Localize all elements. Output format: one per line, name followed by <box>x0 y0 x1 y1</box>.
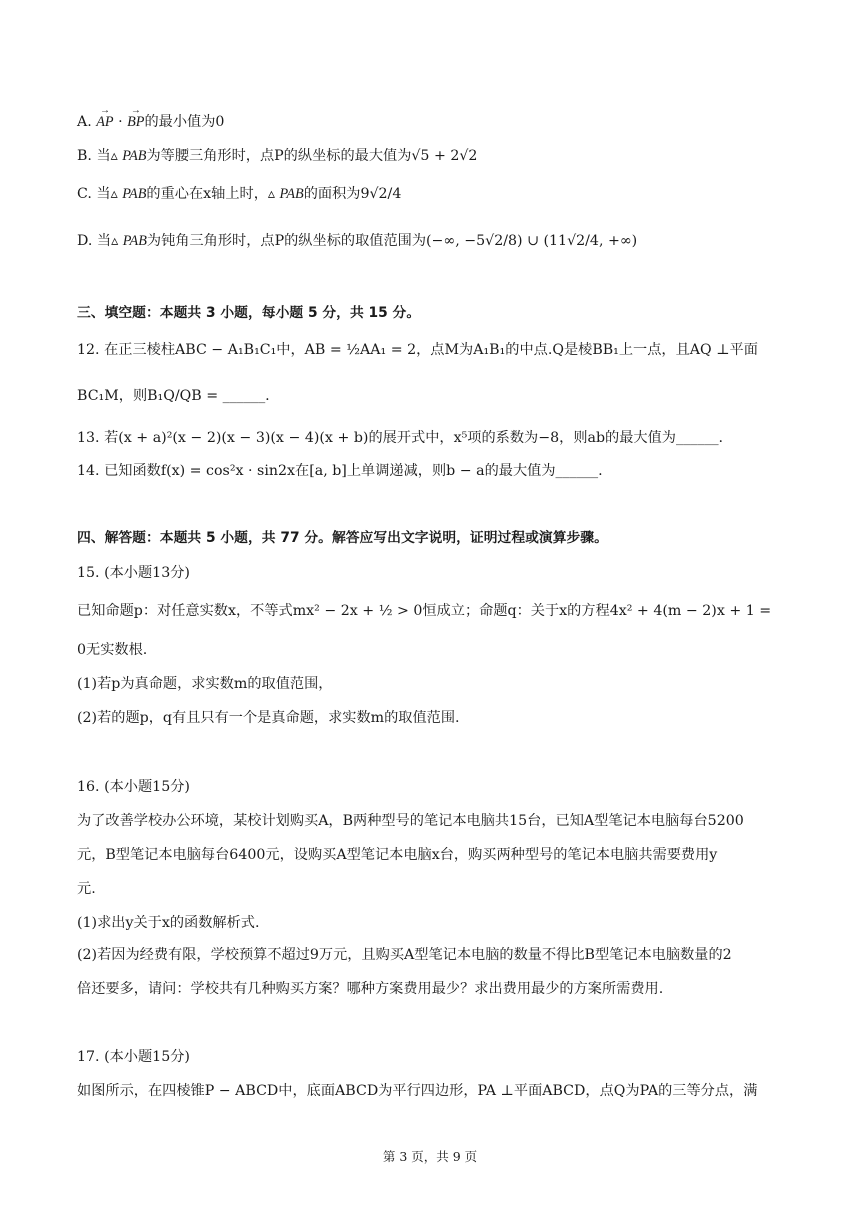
section-3-heading: 三、填空题：本题共 3 小题，每小题 5 分，共 15 分。 <box>77 305 421 321</box>
question-12-line-2: BC₁M，则B₁Q/QB = ______. <box>77 388 270 404</box>
option-c-value: 9√2/4 <box>360 186 402 202</box>
question-15-line-2: 0无实数根. <box>77 642 148 658</box>
option-b: B. 当▵ PAB为等腰三角形时，点P的纵坐标的最大值为√5 + 2√2 <box>77 148 478 164</box>
question-16-line-3: 元. <box>77 881 96 897</box>
page-footer: 第 3 页，共 9 页 <box>382 1149 478 1164</box>
question-17-line-1: 如图所示，在四棱锥P − ABCD中，底面ABCD为平行四边形，PA ⊥平面ABCD，点Q为PA的三等分点，满 <box>77 1083 758 1099</box>
section-4-heading: 四、解答题：本题共 5 小题，共 77 分。解答应写出文字说明，证明过程或演算步骤。 <box>77 530 608 546</box>
question-15-title: 15. (本小题13分) <box>77 565 190 581</box>
question-16-title: 16. (本小题15分) <box>77 779 190 795</box>
question-16-part-2b: 倍还要多，请问：学校共有几种购买方案？哪种方案费用最少？求出费用最少的方案所需费用. <box>77 981 664 997</box>
question-15-part-1: (1)若p为真命题，求实数m的取值范围， <box>77 676 333 692</box>
question-12-line-1: 12. 在正三棱柱ABC − A₁B₁C₁中，AB = ½AA₁ = 2，点M为A₁B₁的中点.Q是棱BB₁上一点，且AQ ⊥平面 <box>77 342 758 358</box>
question-16-part-1: (1)求出y关于x的函数解析式. <box>77 915 260 931</box>
option-a: A. → AP · → BP的最小值为0 <box>77 112 800 132</box>
question-16-line-1: 为了改善学校办公环境，某校计划购买A，B两种型号的笔记本电脑共15台，已知A型笔记本电脑每台5200 <box>77 813 744 829</box>
question-16-line-2: 元，B型笔记本电脑每台6400元，设购买A型笔记本电脑x台，购买两种型号的笔记本电脑共需要费用y <box>77 847 718 863</box>
question-17-title: 17. (本小题15分) <box>77 1049 190 1065</box>
question-15-line-1: 已知命题p：对任意实数x，不等式mx² − 2x + ½ > 0恒成立；命题q：关于x的方程4x² + 4(m − 2)x + 1 = <box>77 603 772 619</box>
option-d: D. 当▵ PAB为钝角三角形时，点P的纵坐标的取值范围为(−∞, −5√2/8) ∪ (11√2/4, +∞) <box>77 233 638 249</box>
question-13: 13. 若(x + a)²(x − 2)(x − 3)(x − 4)(x + b)的展开式中，x⁵项的系数为−8，则ab的最大值为______. <box>77 430 724 446</box>
option-c: C. 当▵ PAB的重心在x轴上时，▵ PAB的面积为9√2/4 <box>77 186 402 202</box>
question-15-part-2: (2)若的题p，q有且只有一个是真命题，求实数m的取值范围. <box>77 710 460 726</box>
question-16-part-2a: (2)若因为经费有限，学校预算不超过9万元，且购买A型笔记本电脑的数量不得比B型笔记本电脑数量的2 <box>77 947 732 963</box>
question-14: 14. 已知函数f(x) = cos²x · sin2x在[a, b]上单调递减，则b − a的最大值为______. <box>77 463 603 479</box>
